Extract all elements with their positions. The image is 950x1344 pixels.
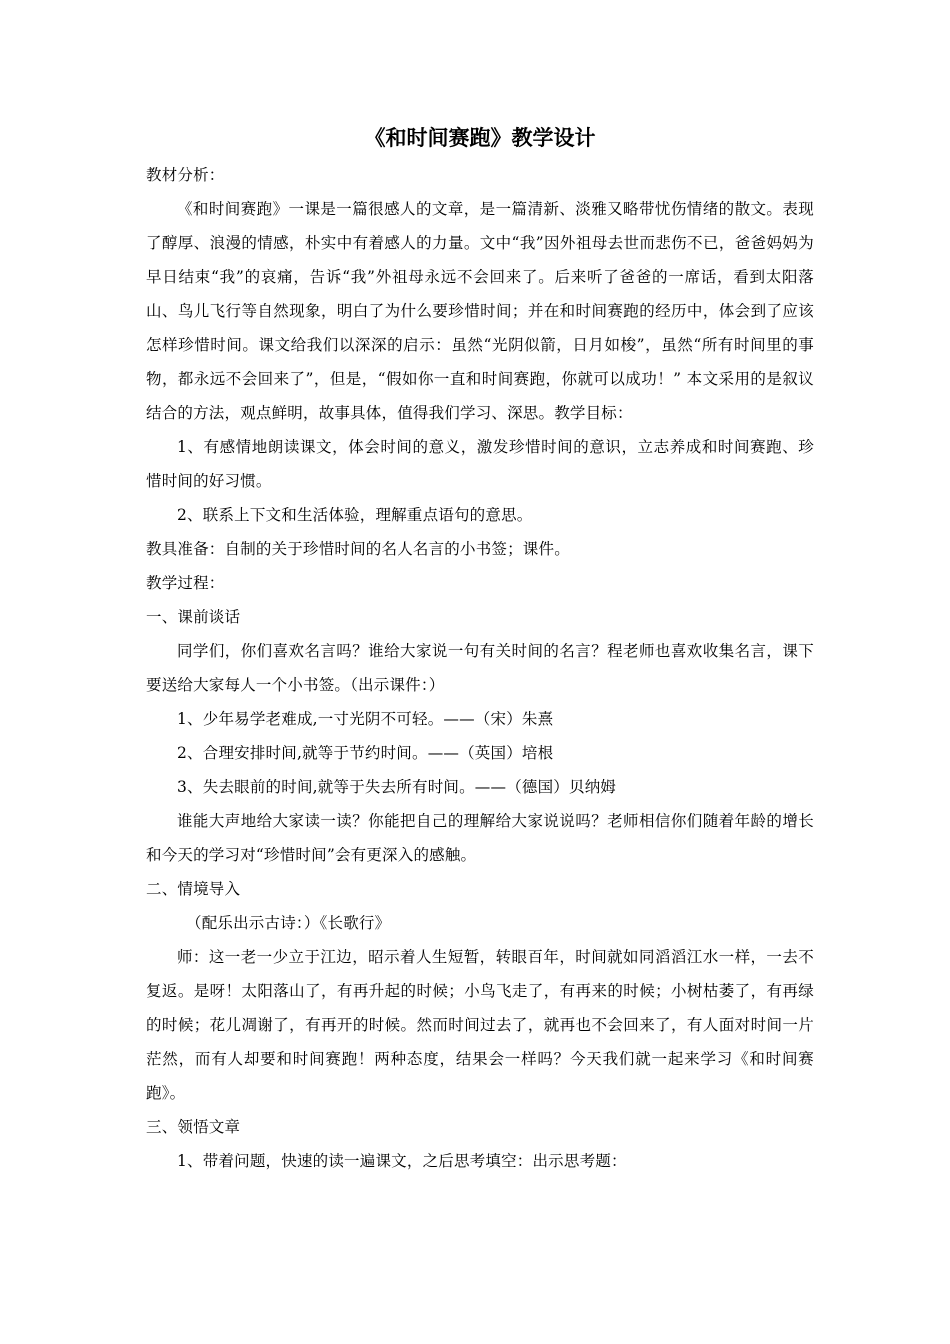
- section-label-textbook-analysis: 教材分析：: [146, 166, 225, 184]
- document-title: 《和时间赛跑》教学设计: [364, 125, 596, 150]
- quote-item-2: 2、合理安排时间,就等于节约时间。——（英国）培根: [177, 744, 554, 762]
- paragraph-teaching-aids: 教具准备：自制的关于珍惜时间的名人名言的小书签；课件。: [146, 540, 570, 558]
- quote-item-1: 1、少年易学老难成,一寸光阴不可轻。——（宋）朱熹: [177, 710, 554, 728]
- heading-understand-text: 三、领悟文章: [146, 1118, 241, 1136]
- document-body: [146, 120, 814, 1178]
- heading-pre-class-talk: 一、课前谈话: [146, 608, 241, 626]
- paragraph-goal-1: 1、有感情地朗读课文，体会时间的意义，激发珍惜时间的意识，立志养成和时间赛跑、珍惜时间的好习惯。: [146, 438, 814, 490]
- paragraph-quote-discussion: 谁能大声地给大家读一读？你能把自己的理解给大家说说吗？老师相信你们随着年龄的增长和今天的学习对“珍惜时间”会有更深入的感触。: [146, 812, 814, 864]
- paragraph-reading-task: 1、带着问题，快速的读一遍课文，之后思考填空：出示思考题：: [177, 1152, 627, 1170]
- paragraph-pre-class-talk: 同学们，你们喜欢名言吗？谁给大家说一句有关时间的名言？程老师也喜欢收集名言，课下要送给大家每人一个小书签。（出示课件：）: [146, 642, 814, 694]
- heading-scenario-intro: 二、情境导入: [146, 880, 241, 898]
- paragraph-textbook-analysis: 《和时间赛跑》一课是一篇很感人的文章，是一篇清新、淡雅又略带忧伤情绪的散文。表现了醇厚、浪漫的情感，朴实中有着感人的力量。文中“我”因外祖母去世而悲伤不已，爸爸妈妈为早日结束“我”的哀痛，告诉“我”外祖母永远不会回来了。后来听了爸爸的一席话，看到太阳落山、鸟儿飞行等自然现象，明白了为什么要珍惜时间；并在和时间赛跑的经历中，体会到了应该怎样珍惜时间。课文给我们以深深的启示：虽然“光阴似箭，日月如梭”，虽然“所有时间里的事物，都永远不会回来了”，但是，“假如你一直和时间赛跑，你就可以成功！” 本文采用的是叙议结合的方法，观点鲜明，故事具体，值得我们学习、深思。教学目标：: [146, 200, 814, 422]
- paragraph-goal-2: 2、联系上下文和生活体验，理解重点语句的意思。: [177, 506, 533, 524]
- quote-item-3: 3、失去眼前的时间,就等于失去所有时间。——（德国）贝纳姆: [177, 778, 617, 796]
- paragraph-teacher-intro: 师：这一老一少立于江边，昭示着人生短暂，转眼百年，时间就如同滔滔江水一样，一去不复返。是呀！太阳落山了，有再升起的时候；小鸟飞走了，有再来的时候；小树枯萎了，有再绿的时候；花儿凋谢了，有再开的时候。然而时间过去了，就再也不会回来了，有人面对时间一片茫然，而有人却要和时间赛跑！两种态度，结果会一样吗？今天我们就一起来学习《和时间赛跑》。: [146, 948, 814, 1102]
- section-label-teaching-process: 教学过程：: [146, 574, 225, 592]
- paragraph-poem-note: （配乐出示古诗：）《长歌行》: [186, 914, 391, 932]
